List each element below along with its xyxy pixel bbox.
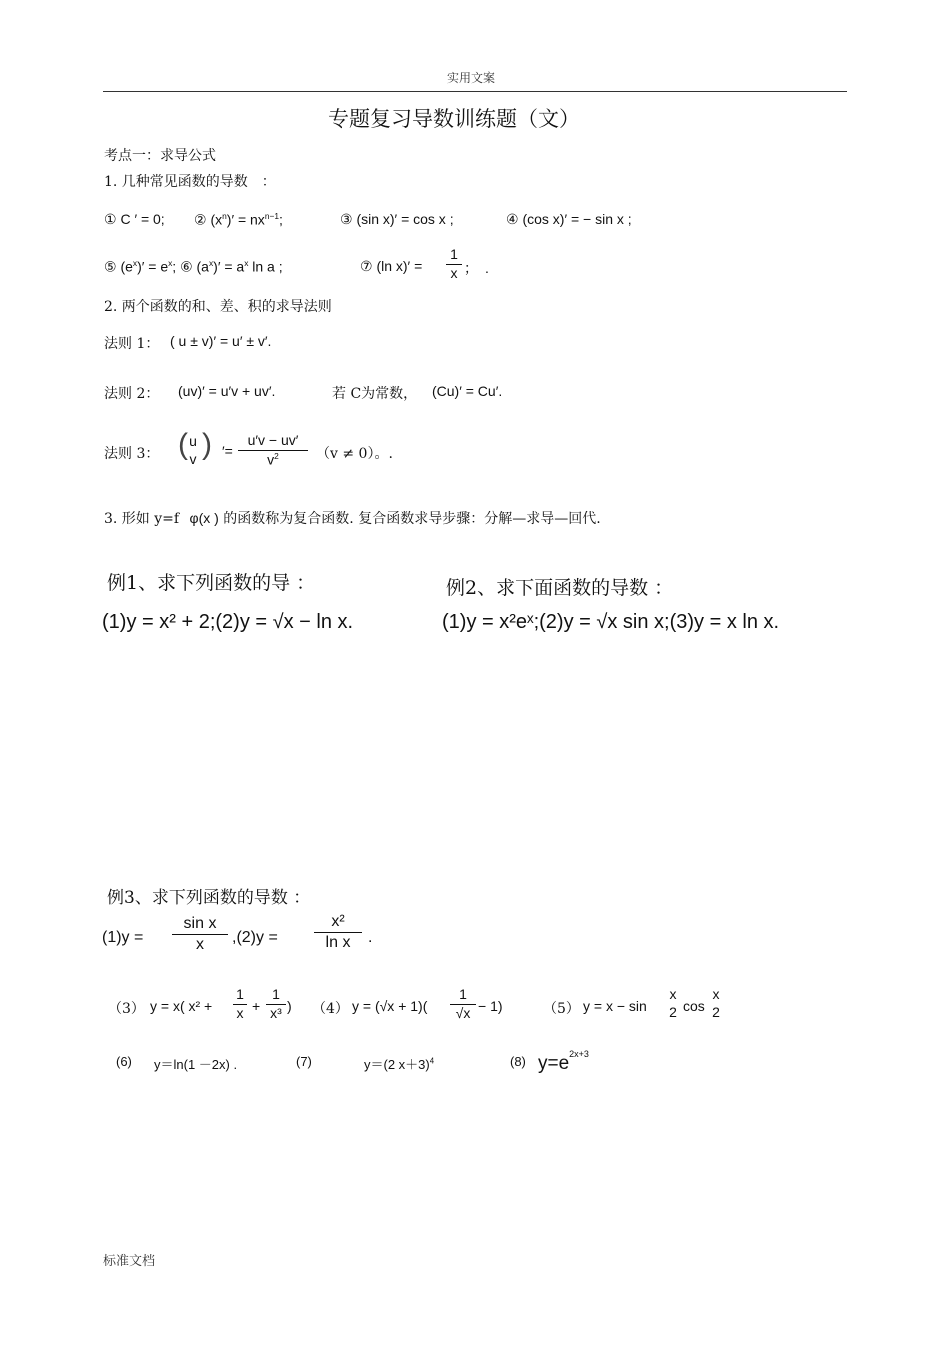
ex3-p4-label: （4） [312,1001,349,1017]
ex3-p5-frac2: x 2 [712,986,720,1020]
ex3-p8-label: (8) [510,1054,526,1069]
rule-2-note: 若 C为常数， [332,386,418,402]
rule-2-label: 法则 2： [104,386,160,402]
subheading-2: 2. 两个函数的和、差、积的求导法则 [104,299,332,315]
example-1-problems: (1)y = x² + 2;(2)y = √x − ln x. [102,611,354,633]
formula-7-fraction: $\frac{1}{x}$ [446,246,462,282]
page-footer: 标准文档 [103,1254,156,1269]
rule-3-prime: ′= [222,443,233,459]
ex3-p3-label: （3） [108,1001,145,1017]
ex3-p6-label: (6) [116,1054,132,1069]
rule-3-lhs-fraction: u v [189,433,197,467]
ex3-p3-plus: + [252,998,261,1014]
formula-7-end: ； . [464,260,489,276]
ex3-p1-label: (1)y = [102,929,144,946]
formula-3: ③ (sin x)′ = cos x ; [340,211,454,227]
example-2-heading: 例2、求下面函数的导数 ： [446,577,674,599]
document-title: 专题复习导数训练题（文） [328,107,580,131]
formula-4: ④ (cos x)′ = − sin x ; [506,211,632,227]
rule-3-condition: （v ≠ 0）。. [316,446,393,462]
example-2-problems: (1)y = x²eˣ;(2)y = √x sin x;(3)y = x ln x. [442,611,780,633]
subheading-1: 1. 几种常见函数的导数 ： [104,174,276,190]
formula-5-6: ⑤ $(e^x)' = e^x$; ⑥ $(a^x)' = a^x$ ln a ; [104,258,283,275]
example-1-heading: 例1、求下列函数的导 ： [107,572,316,594]
ex3-p5-frac1: x 2 [669,986,677,1020]
rule-3-rhs-fraction: $\frac{u'v - uv'}{v^2}$ [238,432,308,469]
page-header: 实用文案 [447,71,496,85]
ex3-p1-fraction: $\frac{\text{sin x}}{x}$ [172,914,228,955]
formula-1: ① C ′ = 0; [104,211,165,227]
ex3-p5-cos: cos [683,998,705,1014]
rule-1-expr: ( u ± v)′ = u′ ± v′. [170,333,272,349]
left-paren: ( [178,428,188,461]
ex3-p7-label: (7) [296,1054,312,1069]
ex3-p8-expr: $y=e^{2x+3}$ [538,1049,589,1074]
ex3-p2-end: . [368,929,373,946]
ex3-p4-expr-end: − 1) [478,998,503,1014]
rule-2-expr2: (Cu)′ = Cu′. [432,383,503,399]
ex3-p7-expr: y＝(2 x＋3)$^4$ [364,1056,435,1072]
ex3-p5-expr: y = x − sin [583,998,647,1014]
ex3-p3-expr: y = x( x² + [150,998,213,1014]
section-heading: 考点一：求导公式 [104,148,216,164]
ex3-p3-frac2: $\frac{1}{\text{x³}}$ [266,986,286,1022]
ex3-p3-close: ) [287,998,292,1014]
ex3-p6-expr: y＝ln(1 －2x) . [154,1057,238,1072]
ex3-p4-fraction: $\frac{1}{√x}$ [450,986,476,1022]
header-rule [103,91,847,92]
ex3-p5-label: （5） [543,1001,580,1017]
rule-3-label: 法则 3： [104,446,160,462]
rule-2-expr: (uv)′ = u′v + uv′. [178,383,276,399]
formula-2: ② $(x^n)' = nx^{n-1}$; [194,211,283,228]
ex3-p2-fraction: $\frac{\text{x²}}{\text{ln x}}$ [314,912,362,953]
composite-line: 3. 形如 y=f φ(x ) 的函数称为复合函数. 复合函数求导步骤：分解—求导—回代. [104,510,601,527]
ex3-p4-expr: y = (√x + 1)( [352,998,428,1014]
formula-7: ⑦ (ln x)′ = [360,258,423,274]
ex3-p3-frac1: $\frac{1}{x}$ [233,986,247,1022]
example-3-heading: 例3、求下列函数的导数 ： [107,888,311,908]
ex3-p2-label: ,(2)y = [232,929,278,946]
right-paren: ) [202,428,212,461]
rule-1-label: 法则 1： [104,336,160,352]
